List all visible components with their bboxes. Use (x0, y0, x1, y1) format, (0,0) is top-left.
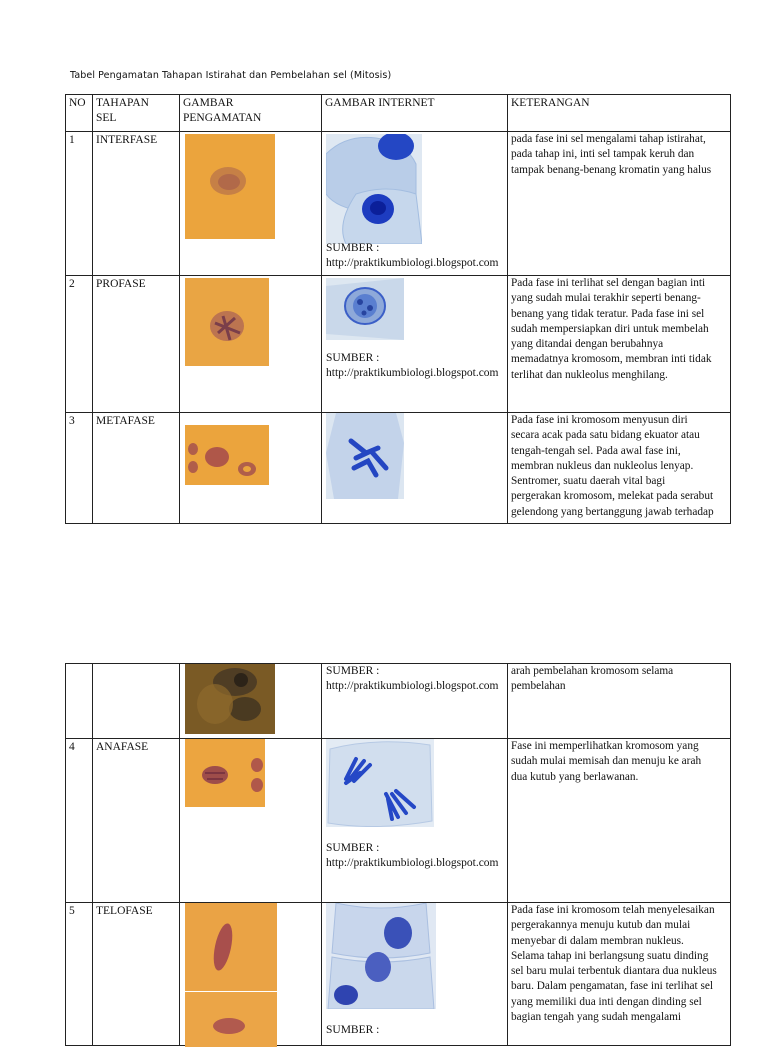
description-line: yang memiliki dua inti dengan dinding sel (511, 995, 702, 1008)
table-row (66, 903, 731, 1046)
description-line: terlihat dan nukleolus menghilang. (511, 368, 668, 381)
source-label: SUMBER : (326, 352, 380, 364)
description-line: benang yang tidak teratur. Pada fase ini sel (511, 307, 705, 320)
row-number-text: 3 (69, 415, 75, 427)
row-number-text: 2 (69, 278, 75, 290)
description-line: pembelahan (511, 680, 566, 693)
table-row (66, 413, 731, 524)
description-line: gelendong yang bertanggung jawab terhadap (511, 505, 714, 518)
description-line: dua kutub yang berlawanan. (511, 770, 639, 783)
source-label: SUMBER : (326, 242, 380, 254)
description-line: Fase ini memperlihatkan kromosom yang (511, 740, 699, 752)
row-description (508, 903, 731, 1046)
source-label: SUMBER : (326, 1024, 380, 1036)
row-stage (93, 413, 180, 524)
header-tahapan-line1: TAHAPAN (96, 97, 149, 109)
observation-photo-anafase (185, 739, 265, 807)
table-caption: Tabel Pengamatan Tahapan Istirahat dan Pembelahan sel (Mitosis) (70, 70, 392, 81)
observation-photo-interfase (185, 134, 275, 239)
header-tahapan-line2: SEL (96, 112, 117, 124)
header-gambar-line2: PENGAMATAN (183, 112, 262, 124)
table-row (66, 664, 731, 739)
description-line: tampak benang-benang kromatin yang halus (511, 163, 712, 176)
row-number (66, 276, 93, 413)
observation-image-cell (180, 413, 322, 524)
table-row (66, 739, 731, 903)
source-credit (326, 664, 499, 694)
internet-image-cell (322, 276, 508, 413)
source-credit (326, 241, 499, 271)
observation-photo-telofase-2 (185, 992, 277, 1047)
row-number (66, 413, 93, 524)
row-description (508, 739, 731, 903)
description-line: pergerakannya menuju kutub dan mulai (511, 919, 691, 932)
header-gambar (180, 95, 322, 132)
row-number (66, 739, 93, 903)
internet-photo-anafase (326, 739, 434, 827)
header-keterangan-label: KETERANGAN (511, 97, 590, 109)
internet-photo-interfase (326, 134, 422, 244)
internet-photo-metafase (326, 413, 404, 499)
row-number-text: 4 (69, 741, 75, 753)
internet-photo-telofase (326, 903, 436, 1009)
description-line: sel baru mulai terbentuk diantara dua nukleus (511, 965, 717, 978)
internet-photo-profase (326, 278, 404, 340)
row-description (508, 132, 731, 276)
row-stage (93, 132, 180, 276)
internet-image-cell (322, 903, 508, 1046)
observation-photo-metafase-2 (185, 664, 275, 734)
header-internet-label: GAMBAR INTERNET (325, 97, 435, 109)
source-credit (326, 841, 499, 871)
stage-profase: PROFASE (96, 278, 146, 290)
observation-photo-telofase-1 (185, 903, 277, 991)
row-number-text: 1 (69, 134, 75, 146)
table-header-row (66, 95, 731, 132)
observation-image-cell (180, 903, 322, 1046)
observation-photo-profase (185, 278, 269, 366)
source-credit (326, 1023, 379, 1038)
observation-photo-metafase (185, 425, 269, 485)
table-row (66, 132, 731, 276)
source-url: http://praktikumbiologi.blogspot.com (326, 680, 499, 692)
header-keterangan (508, 95, 731, 132)
internet-image-cell (322, 664, 508, 739)
source-url: http://praktikumbiologi.blogspot.com (326, 367, 499, 379)
header-gambar-line1: GAMBAR (183, 97, 234, 109)
row-description (508, 664, 731, 739)
description-line: Selama tahap ini berlangsung suatu dinding (511, 949, 709, 962)
internet-image-cell (322, 413, 508, 524)
description-line: memadatnya kromosom, membran inti tidak (511, 353, 712, 366)
header-no-label: NO (69, 97, 86, 109)
description-line: Pada fase ini kromosom menyusun diri (511, 414, 688, 426)
description-line: arah pembelahan kromosom selama (511, 665, 674, 677)
description-line: sudah mempersiapkan diri untuk membelah (511, 322, 709, 335)
description-line: pada tahap ini, inti sel tampak keruh dan (511, 148, 695, 161)
row-number (66, 664, 93, 739)
description-line: menyebar di dalam membran nukleus. (511, 934, 684, 947)
source-label: SUMBER : (326, 842, 380, 854)
observation-table-continued (65, 663, 731, 1046)
internet-image-cell (322, 132, 508, 276)
description-line: membran nukleus dan nukleolus lenyap. (511, 459, 694, 472)
description-line: bagian tengah yang sudah mengalami (511, 1011, 682, 1024)
observation-image-cell (180, 664, 322, 739)
observation-image-cell (180, 276, 322, 413)
header-no (66, 95, 93, 132)
row-stage (93, 664, 180, 739)
internet-image-cell (322, 739, 508, 903)
description-line: Pada fase ini kromosom telah menyelesaikan (511, 904, 715, 916)
header-internet (322, 95, 508, 132)
observation-image-cell (180, 739, 322, 903)
observation-image-cell (180, 132, 322, 276)
description-line: pada fase ini sel mengalami tahap istirahat, (511, 133, 706, 145)
stage-interfase: INTERFASE (96, 134, 158, 146)
description-line: tengah-tengah sel. Pada awal fase ini, (511, 444, 681, 457)
description-line: Sentromer, suatu daerah vital bagi (511, 475, 666, 488)
observation-table (65, 94, 731, 524)
stage-telofase: TELOFASE (96, 905, 153, 917)
description-line: baru. Dalam pengamatan, fase ini terlihat sel (511, 980, 714, 993)
description-line: yang sudah mulai terakhir seperti benang- (511, 292, 701, 305)
row-number (66, 903, 93, 1046)
description-line: sudah mulai memisah dan menuju ke arah (511, 755, 702, 768)
header-tahapan (93, 95, 180, 132)
row-description (508, 276, 731, 413)
description-line: Pada fase ini terlihat sel dengan bagian inti (511, 277, 706, 289)
row-stage (93, 739, 180, 903)
row-number (66, 132, 93, 276)
row-number-text: 5 (69, 905, 75, 917)
row-description (508, 413, 731, 524)
description-line: pergerakan kromosom, melekat pada serabut (511, 490, 714, 503)
description-line: secara acak pada satu bidang ekuator atau (511, 429, 700, 442)
row-stage (93, 276, 180, 413)
source-credit (326, 351, 499, 381)
source-url: http://praktikumbiologi.blogspot.com (326, 257, 499, 269)
table-row (66, 276, 731, 413)
stage-metafase: METAFASE (96, 415, 155, 427)
source-url: http://praktikumbiologi.blogspot.com (326, 857, 499, 869)
stage-anafase: ANAFASE (96, 741, 149, 753)
source-label: SUMBER : (326, 665, 380, 677)
description-line: yang ditandai dengan berubahnya (511, 338, 664, 351)
row-stage (93, 903, 180, 1046)
